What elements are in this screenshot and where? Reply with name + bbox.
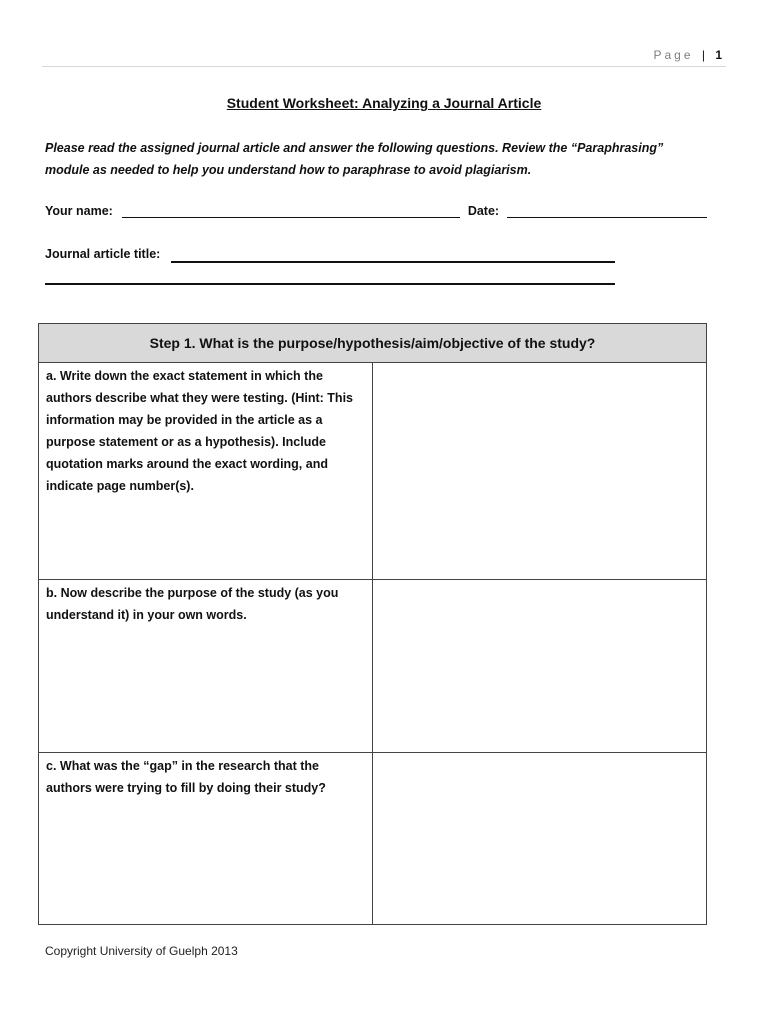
article-title-row xyxy=(45,247,160,261)
step1-table xyxy=(38,323,707,925)
table-row xyxy=(39,363,707,580)
table-row xyxy=(39,753,707,925)
instructions-text: Please read the assigned journal article and answer the following questions. Review the “Paraphrasing” module as needed to help you understand how to paraphrase to avoid plagiarism. xyxy=(45,141,664,177)
copyright-footer: Copyright University of Guelph 2013 xyxy=(45,944,238,958)
answer-c-cell[interactable] xyxy=(373,753,707,925)
table-row xyxy=(39,580,707,753)
question-b: b. Now describe the purpose of the study (as you understand it) in your own words. xyxy=(39,580,373,753)
step1-heading: Step 1. What is the purpose/hypothesis/aim/objective of the study? xyxy=(39,324,707,363)
question-a: a. Write down the exact statement in which the authors describe what they were testing. (Hint: This information may be provided in the article as a purpose statement or as a hypothesis). Include quotation marks around the exact wording, and indicate page number(s). xyxy=(39,363,373,580)
header-divider xyxy=(42,66,726,67)
article-title-field[interactable] xyxy=(171,261,615,263)
article-title-field-continued[interactable] xyxy=(45,283,615,285)
article-title-label: Journal article title: xyxy=(45,247,161,261)
page-number: 1 xyxy=(715,48,722,62)
page-separator: | xyxy=(701,48,705,62)
name-date-row xyxy=(45,203,707,218)
name-field[interactable] xyxy=(122,203,460,218)
worksheet-title: Student Worksheet: Analyzing a Journal Article xyxy=(226,95,542,111)
page-label: Page xyxy=(653,48,694,62)
date-field[interactable] xyxy=(507,203,707,218)
name-label: Your name: xyxy=(45,204,113,218)
date-label: Date: xyxy=(467,204,500,218)
answer-a-cell[interactable] xyxy=(373,363,707,580)
answer-b-cell[interactable] xyxy=(373,580,707,753)
question-c: c. What was the “gap” in the research that the authors were trying to fill by doing their study? xyxy=(39,753,373,925)
page-number-header xyxy=(653,48,722,62)
